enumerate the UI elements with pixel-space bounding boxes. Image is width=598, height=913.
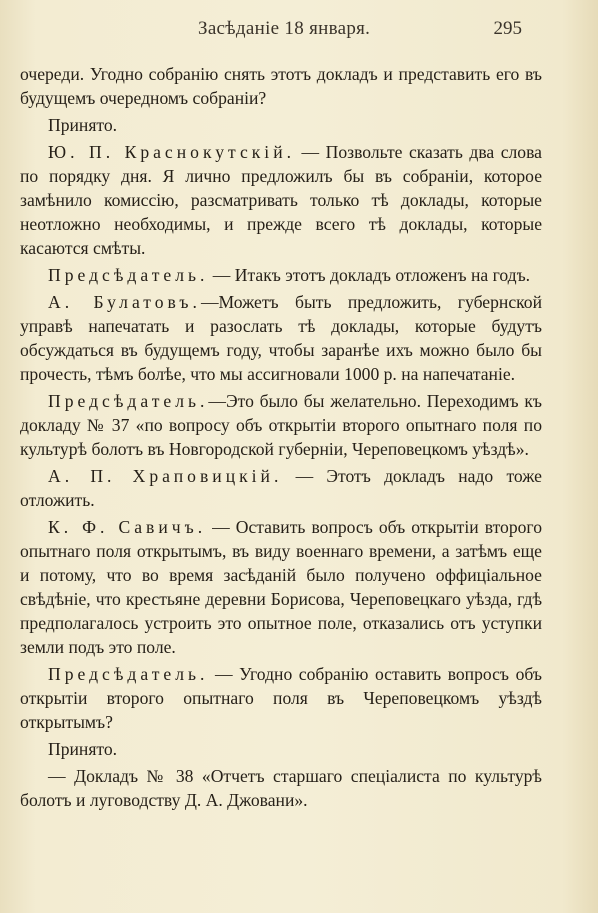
paragraph-text: — Докладъ № 38 «Отчетъ старшаго спеціалиста по культурѣ болотъ и луговодству Д. А. Джовани». — [20, 766, 542, 810]
paragraph — [20, 290, 542, 386]
paragraph — [20, 62, 542, 110]
paragraph-text: — Этотъ докладъ надо тоже отложить. — [20, 466, 542, 510]
speaker-name: К. Ф. Савичъ. — [48, 517, 207, 537]
paragraph-text: — Оставить вопросъ объ открытіи второго опытнаго поля открытымъ, въ виду военнаго времени, а затѣмъ еще и потому, что во время засѣданій было получено оффиціальное свѣдѣніе, что крестьяне деревни Борисова, Череповецкаго уѣзда, гдѣ предполагалось устроить это опытное поле, отказались отъ уступки земли подъ это поле. — [20, 517, 542, 657]
paragraph — [20, 662, 542, 734]
speaker-name: Предсѣдатель. — [48, 664, 209, 684]
speaker-name: А. Булатовъ. — [48, 292, 201, 312]
paragraph — [20, 263, 542, 287]
paragraph — [20, 113, 542, 137]
paragraph-text: очереди. Угодно собранію снять этотъ докладъ и представить его въ будущемъ очередномъ собраніи? — [20, 64, 542, 108]
body-text — [20, 62, 542, 812]
paragraph — [20, 764, 542, 812]
running-header — [0, 18, 598, 46]
paragraph-text: — Итакъ этотъ докладъ отложенъ на годъ. — [208, 265, 531, 285]
speaker-name: Предсѣдатель. — [48, 391, 209, 411]
page-number: 295 — [493, 18, 522, 39]
paragraph — [20, 140, 542, 260]
speaker-name: А. П. Храповицкій. — [48, 466, 283, 486]
paragraph-text: —Можетъ быть предложить, губернской управѣ напечатать и разослать тѣ доклады, которые будутъ обсуждаться въ будущемъ году, чтобы заранѣе ихъ можно было бы прочесть, тѣмъ болѣе, что мы ассигновали 1000 р. на напечатаніе. — [20, 292, 542, 384]
paragraph-text: — Позвольте сказать два слова по порядку дня. Я лично предложилъ бы въ собраніи, которое замѣнило комиссію, разсматривать только тѣ доклады, которые неотложно необходимы, и прежде всего тѣ доклады, которые касаются смѣты. — [20, 142, 542, 258]
paragraph-text: Принято. — [48, 115, 118, 135]
speaker-name: Предсѣдатель. — [48, 265, 209, 285]
running-title: Засѣданіе 18 января. — [198, 18, 371, 39]
speaker-name: Ю. П. Краснокутскій. — [48, 142, 296, 162]
paragraph — [20, 515, 542, 659]
paragraph — [20, 464, 542, 512]
paragraph — [20, 737, 542, 761]
paragraph-text: — Угодно собранію оставить вопросъ объ открытіи второго опытнаго поля въ Череповецкомъ уѣздѣ открытымъ? — [20, 664, 542, 732]
paragraph-text: —Это было бы желательно. Переходимъ къ докладу № 37 «по вопросу объ открытіи второго опытнаго поля по культурѣ болотъ въ Новгородской губерніи, Череповецкомъ уѣздѣ». — [20, 391, 542, 459]
paragraph — [20, 389, 542, 461]
paragraph-text: Принято. — [48, 739, 118, 759]
